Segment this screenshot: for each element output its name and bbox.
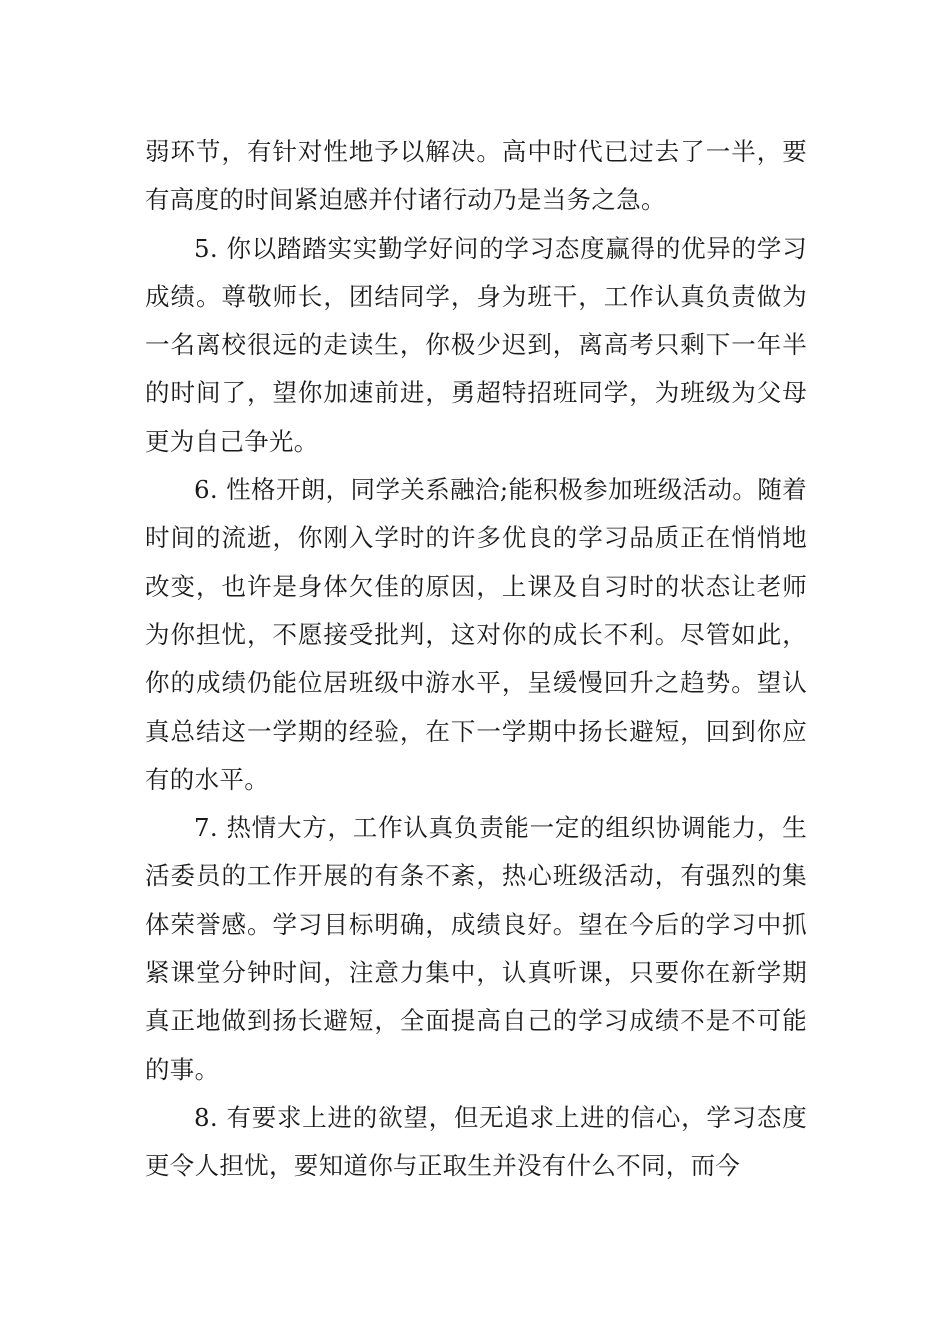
paragraph-item-6: 6. 性格开朗，同学关系融洽;能积极参加班级活动。随着时间的流逝，你刚入学时的许多优良的学习品质正在悄悄地改变，也许是身体欠佳的原因，上课及自习时的状态让老师为你担忧，不愿接受批判，这对你的成长不利。尽管如此，你的成绩仍能位居班级中游水平，呈缓慢回升之趋势。望认真总结这一学期的经验，在下一学期中扬长避短，回到你应有的水平。 — [145, 475, 807, 794]
document-body — [145, 128, 807, 1191]
paragraph-item-8: 8. 有要求上进的欲望，但无追求上进的信心，学习态度更令人担忧，要知道你与正取生并没有什么不同，而今 — [145, 1102, 807, 1181]
paragraph-item-5: 5. 你以踏踏实实勤学好问的学习态度赢得的优异的学习成绩。尊敬师长，团结同学，身为班干，工作认真负责做为一名离校很远的走读生，你极少迟到，离高考只剩下一年半的时间了，望你加速前进，勇超特招班同学，为班级为父母更为自己争光。 — [145, 233, 807, 456]
paragraph-continuation: 弱环节，有针对性地予以解决。高中时代已过去了一半，要有高度的时间紧迫感并付诸行动乃是当务之急。 — [145, 137, 807, 215]
paragraph-item-7: 7. 热情大方，工作认真负责能一定的组织协调能力，生活委员的工作开展的有条不紊，热心班级活动，有强烈的集体荣誉感。学习目标明确，成绩良好。望在今后的学习中抓紧课堂分钟时间，注意力集中，认真听课，只要你在新学期真正地做到扬长避短，全面提高自己的学习成绩不是不可能的事。 — [145, 813, 807, 1084]
